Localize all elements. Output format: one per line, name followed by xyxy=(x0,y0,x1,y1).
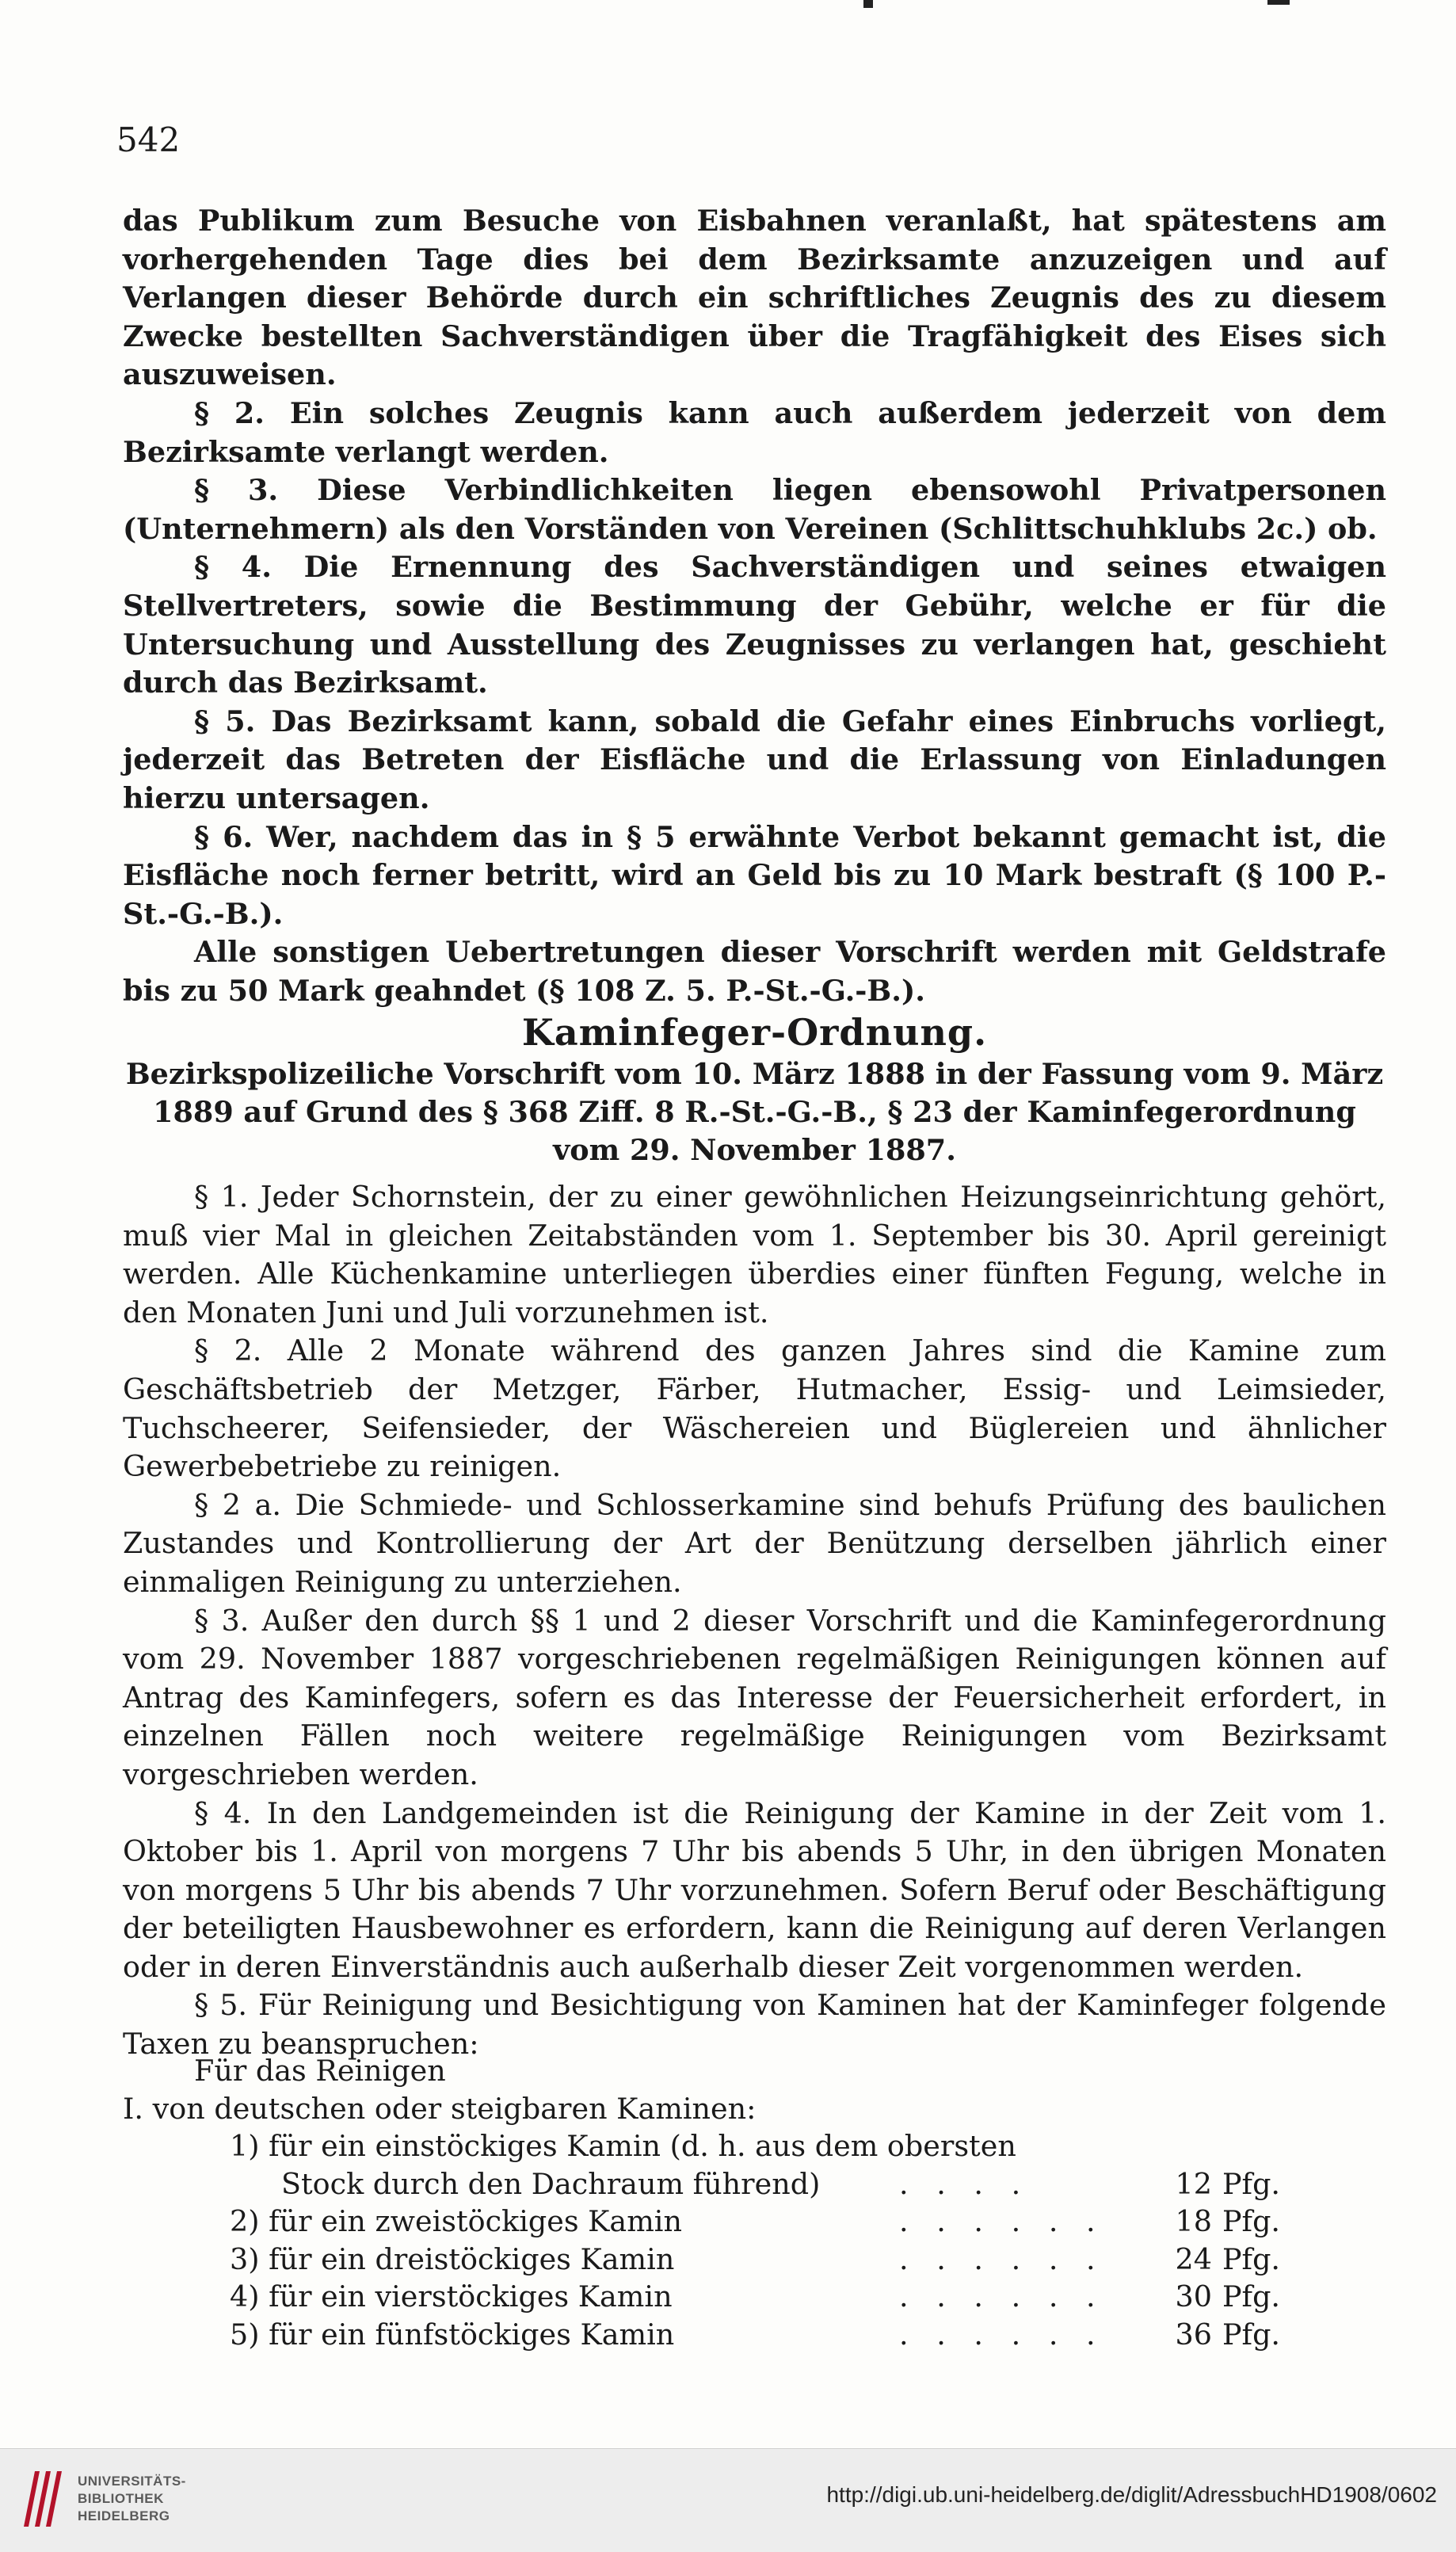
fee-amount: 30 xyxy=(1175,2279,1212,2314)
fee-item-text: Stock durch den Dachraum führend) xyxy=(281,2166,821,2201)
scan-artifact xyxy=(863,0,873,8)
fee-list-line xyxy=(123,2203,1386,2241)
leader-dots: . . . . . . xyxy=(899,2241,1105,2276)
fee-list-line xyxy=(123,2241,1386,2279)
fee-unit: Pfg. xyxy=(1222,2204,1281,2238)
fee-list-line xyxy=(123,2278,1386,2316)
library-name-line: UNIVERSITÄTS- xyxy=(78,2474,186,2489)
paragraph: § 4. In den Landgemeinden ist die Reinigung der Kamine in der Zeit vom 1. Oktober bis 1. April von morgens 7 Uhr bis abends 5 Uhr, in den übrigen Monaten von morgens 5 Uhr bis abends 7 Uhr vorzunehmen. Sofern Beruf oder Beschäftigung der beteiligten Hausbewohner es erfordern, kann die Reinigung auf deren Verlangen oder in deren Einverständnis auch außerhalb dieser Zeit vorgenommen werden. xyxy=(123,1795,1386,1984)
paragraph: § 3. Außer den durch §§ 1 und 2 dieser Vorschrift und die Kaminfegerordnung vom 29. November 1887 vorgeschriebenen regelmäßigen Reinigungen können auf Antrag des Kaminfegers, sofern es das Interesse der Feuersicherheit erfordert, in einzelnen Fällen noch weitere regelmäßige Reinigungen vom Bezirksamt vorgeschrieben werden. xyxy=(123,1603,1386,1791)
paragraph: § 4. Die Ernennung des Sachverständigen und seines etwaigen Stellvertreters, sowie die Bestimmung der Gebühr, welche er für die Untersuchung und Ausstellung des Zeugnisses zu verlangen hat, geschieht durch das Bezirksamt. xyxy=(123,550,1386,700)
university-library-logo-icon xyxy=(19,2466,65,2531)
fee-list-line xyxy=(123,2165,1386,2203)
fee-item-text: 3) für ein dreistöckiges Kamin xyxy=(230,2241,675,2276)
paragraph: § 2 a. Die Schmiede- und Schlosserkamine sind behufs Prüfung des baulichen Zustandes und Kontrollierung der Art der Benützung derselben jährlich einer einmaligen Reinigung zu unterziehen. xyxy=(123,1487,1386,1599)
library-name xyxy=(78,2473,186,2525)
paragraph: Alle sonstigen Uebertretungen dieser Vorschrift werden mit Geldstrafe bis zu 50 Mark geahndet (§ 108 Z. 5. P.-St.-G.-B.). xyxy=(123,935,1386,1008)
text-block-eisbahn xyxy=(123,202,1386,1010)
fee-unit: Pfg. xyxy=(1222,2166,1281,2201)
fee-amount: 12 xyxy=(1175,2166,1212,2201)
source-url-link[interactable]: http://digi.ub.uni-heidelberg.de/diglit/AdressbuchHD1908/0602 xyxy=(826,2482,1437,2507)
paragraph: § 1. Jeder Schornstein, der zu einer gewöhnlichen Heizungseinrichtung gehört, muß vier Mal in gleichen Zeitabständen vom 1. September bis 30. April gereinigt werden. Alle Küchenkamine unterliegen überdies einer fünften Fegung, welche in den Monaten Juni und Juli vorzunehmen ist. xyxy=(123,1180,1386,1329)
paragraph: § 3. Diese Verbindlichkeiten liegen ebensowohl Privatpersonen (Unternehmern) als den Vorständen von Vereinen (Schlittschuhklubs 2c.) ob. xyxy=(123,473,1386,546)
fee-item-text: 2) für ein zweistöckiges Kamin xyxy=(230,2204,682,2238)
fee-unit: Pfg. xyxy=(1222,2279,1281,2314)
fee-item-text: 1) für ein einstöckiges Kamin (d. h. aus dem obersten xyxy=(230,2129,1016,2163)
fee-item-text: 4) für ein vierstöckiges Kamin xyxy=(230,2279,673,2314)
section-subheading: Bezirkspolizeiliche Vorschrift vom 10. März 1888 in der Fassung vom 9. März 1889 auf Grund des § 368 Ziff. 8 R.-St.-G.-B., § 23 der Kaminfegerordnung vom 29. November 1887. xyxy=(125,1057,1384,1167)
leader-dots: . . . . . . xyxy=(899,2279,1105,2314)
fee-item-text: 5) für ein fünfstöckiges Kamin xyxy=(230,2317,675,2352)
fee-list-line xyxy=(123,2316,1386,2354)
fee-amount: 36 xyxy=(1175,2317,1212,2352)
paragraph: § 5. Das Bezirksamt kann, sobald die Gefahr eines Einbruchs vorliegt, jederzeit das Betreten der Eisfläche und die Erlassung von Einladungen hierzu untersagen. xyxy=(123,704,1386,815)
leader-dots: . . . . xyxy=(899,2166,1031,2201)
leader-dots: . . . . . . xyxy=(899,2204,1105,2238)
fee-list-line xyxy=(123,2127,1386,2165)
fee-unit: Pfg. xyxy=(1222,2241,1281,2276)
footer-bar xyxy=(0,2448,1456,2552)
scan-artifact xyxy=(1267,0,1290,5)
fee-amount: 24 xyxy=(1175,2241,1212,2276)
paragraph: das Publikum zum Besuche von Eisbahnen veranlaßt, hat spätestens am vorhergehenden Tage dies bei dem Bezirksamte anzuzeigen und auf Verlangen dieser Behörde durch ein schriftliches Zeugnis des zu diesem Zwecke bestellten Sachverständigen über die Tragfähigkeit des Eises sich auszuweisen. xyxy=(123,204,1386,392)
fee-list-line xyxy=(123,2090,1386,2128)
library-name-line: HEIDELBERG xyxy=(78,2508,170,2523)
fee-unit: Pfg. xyxy=(1222,2317,1281,2352)
fee-list xyxy=(123,2052,1386,2353)
section-heading: Kaminfeger-Ordnung. xyxy=(521,1011,988,1054)
fee-list-line xyxy=(123,2052,1386,2090)
paragraph: § 6. Wer, nachdem das in § 5 erwähnte Verbot bekannt gemacht ist, die Eisfläche noch ferner betritt, wird an Geld bis zu 10 Mark bestraft (§ 100 P.-St.-G.-B.). xyxy=(123,819,1386,931)
fee-amount: 18 xyxy=(1175,2204,1212,2238)
page-number: 542 xyxy=(116,120,181,159)
paragraph: § 2. Ein solches Zeugnis kann auch außerdem jederzeit von dem Bezirksamte verlangt werden. xyxy=(123,395,1386,469)
fee-item-text: I. von deutschen oder steigbaren Kaminen: xyxy=(123,2091,757,2126)
paragraph: § 2. Alle 2 Monate während des ganzen Jahres sind die Kamine zum Geschäftsbetrieb der Metzger, Färber, Hutmacher, Essig- und Leimsieder, Tuchscheerer, Seifensieder, der Wäschereien und Büglereien und ähnlicher Gewerbebetriebe zu reinigen. xyxy=(123,1333,1386,1484)
library-name-line: BIBLIOTHEK xyxy=(78,2491,164,2506)
paragraph: § 5. Für Reinigung und Besichtigung von Kaminen hat der Kaminfeger folgende Taxen zu beanspruchen: xyxy=(123,1988,1386,2062)
text-block-kaminfeger xyxy=(123,1178,1386,2064)
leader-dots: . . . . . . xyxy=(899,2317,1105,2352)
fee-item-text: Für das Reinigen xyxy=(194,2054,446,2088)
